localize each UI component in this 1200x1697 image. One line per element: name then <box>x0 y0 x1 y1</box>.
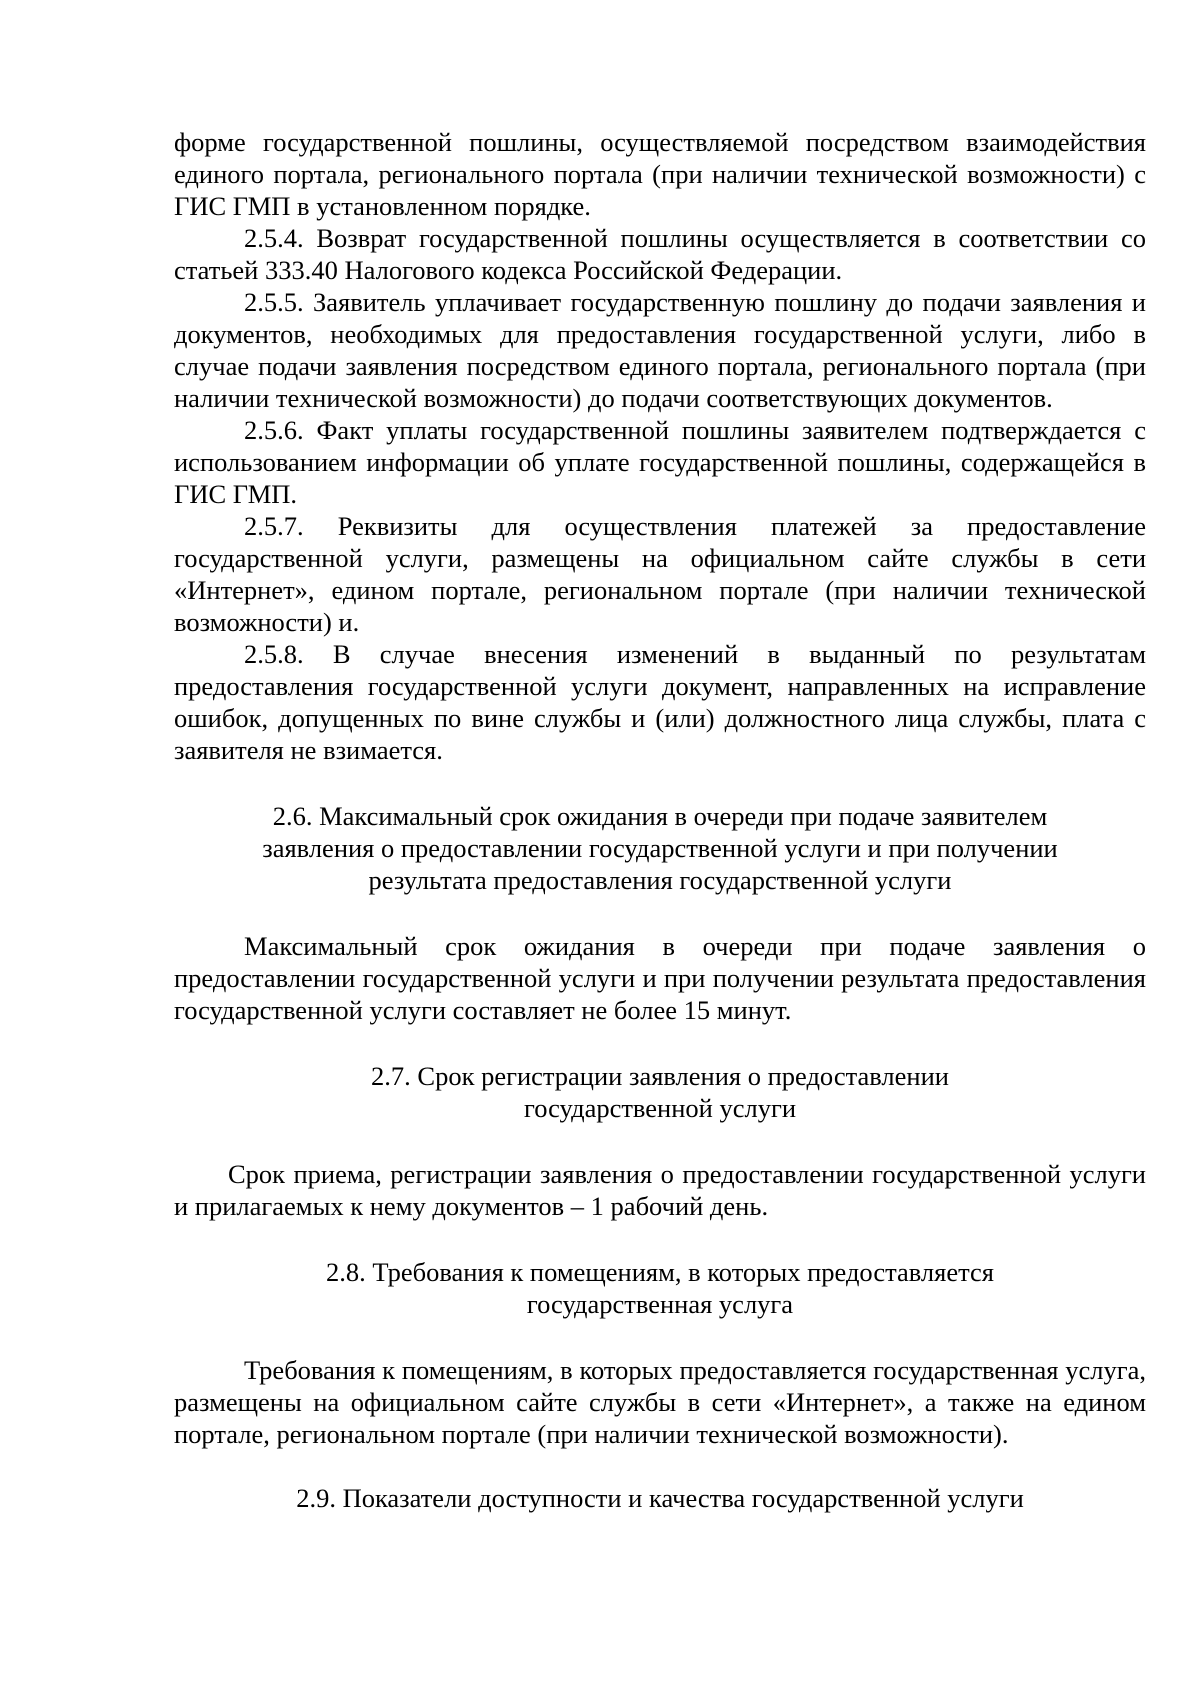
heading-line: государственная услуга <box>526 1289 794 1319</box>
heading-line: государственной услуги <box>523 1093 797 1123</box>
heading-line: 2.9. Показатели доступности и качества государственной услуги <box>296 1483 1024 1513</box>
section-heading-2-6 <box>174 800 1146 896</box>
paragraph-continuation: форме государственной пошлины, осуществляемой посредством взаимодействия единого портала, регионального портала (при наличии технической возможности) с ГИС ГМП в установленном порядке. <box>174 127 1146 221</box>
section-body-2-8: Требования к помещениям, в которых предоставляется государственная услуга, размещены на официальном сайте службы в сети «Интернет», а также на едином портале, региональном портале (при наличии технической возможности). <box>174 1355 1146 1449</box>
paragraph-2-5-7: 2.5.7. Реквизиты для осуществления платежей за предоставление государственной услуги, размещены на официальном сайте службы в сети «Интернет», едином портале, региональном портале (при наличии технической возможности) и. <box>174 511 1146 637</box>
paragraph-2-5-8: 2.5.8. В случае внесения изменений в выданный по результатам предоставления государственной услуги документ, направленных на исправление ошибок, допущенных по вине службы и (или) должностного лица службы, плата с заявителя не взимается. <box>174 639 1146 765</box>
heading-line: 2.6. Максимальный срок ожидания в очереди при подаче заявителем <box>272 801 1048 831</box>
section-body-2-7: Срок приема, регистрации заявления о предоставлении государственной услуги и прилагаемых к нему документов – 1 рабочий день. <box>174 1159 1146 1221</box>
paragraph-2-5-6: 2.5.6. Факт уплаты государственной пошлины заявителем подтверждается с использованием информации об уплате государственной пошлины, содержащейся в ГИС ГМП. <box>174 415 1146 509</box>
section-heading-2-8 <box>174 1256 1146 1320</box>
section-heading-2-9 <box>174 1482 1146 1514</box>
paragraph-2-5-4: 2.5.4. Возврат государственной пошлины осуществляется в соответствии со статьей 333.40 Налогового кодекса Российской Федерации. <box>174 223 1146 285</box>
section-body-2-6: Максимальный срок ожидания в очереди при подаче заявления о предоставлении государственной услуги и при получении результата предоставления государственной услуги составляет не более 15 минут. <box>174 931 1146 1025</box>
heading-line: 2.8. Требования к помещениям, в которых предоставляется <box>326 1257 994 1287</box>
heading-line: заявления о предоставлении государственной услуги и при получении <box>262 833 1058 863</box>
paragraph-2-5-5: 2.5.5. Заявитель уплачивает государственную пошлину до подачи заявления и документов, необходимых для предоставления государственной услуги, либо в случае подачи заявления посредством единого портала, регионального портала (при наличии технической возможности) до подачи соответствующих документов. <box>174 287 1146 413</box>
heading-line: 2.7. Срок регистрации заявления о предоставлении <box>371 1061 949 1091</box>
section-heading-2-7 <box>174 1060 1146 1124</box>
document-body <box>174 126 1146 1514</box>
heading-line: результата предоставления государственной услуги <box>368 865 952 895</box>
